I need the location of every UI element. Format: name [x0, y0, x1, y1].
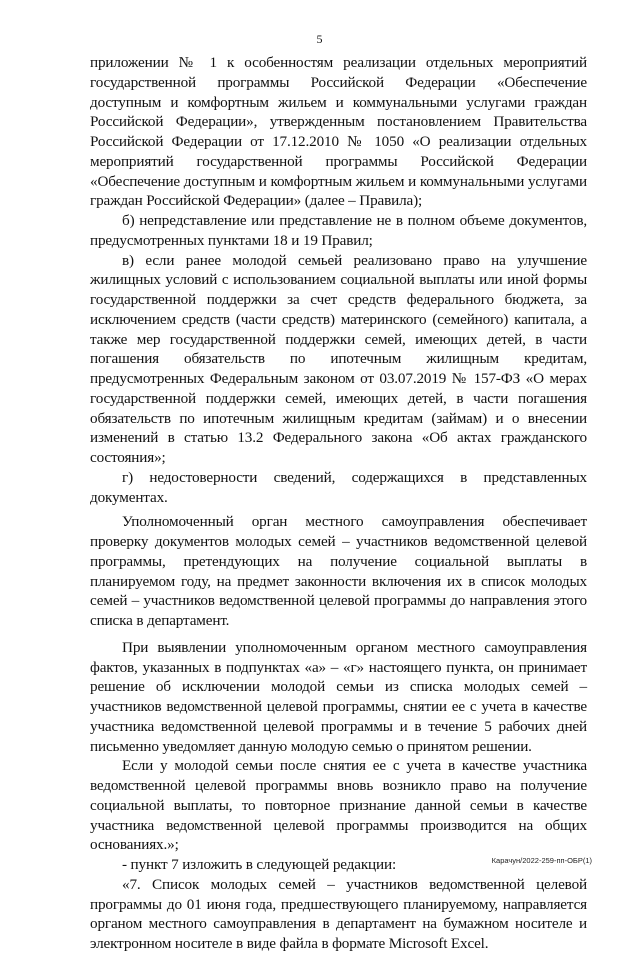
paragraph-continuation: приложении № 1 к особенностям реализации отдельных мероприятий государственной программы Российской Федерации «Обеспечение доступным и комфортным жильем и коммунальными услугами граждан Российской Федерации», утвержденным постановлением Правительства Российской Федерации от 17.12.2010 № 1050 «О реализации отдельных мероприятий государственной программы Российской Федерации «Обеспечение доступным и комфортным жильем и коммунальными услугами граждан Российской Федерации» (далее – Правила);: [90, 54, 587, 210]
paragraph-item-v: в) если ранее молодой семьей реализовано право на улучшение жилищных условий с использованием социальной выплаты или иной формы государственной поддержки за счет средств федерального бюджета, за исключением средств (части средств) материнского (семейного) капитала, а также мер государственной поддержки семей, имеющих детей, в части погашения обязательств по ипотечным жилищным кредитам, предусмотренных Федеральным законом от 03.07.2019 № 157-ФЗ «О мерах государственной поддержки семей, имеющих детей, в части погашения обязательств по ипотечным жилищным кредитам (займам) и о внесении изменений в статью 13.2 Федерального закона «Об актах гражданского состояния»;: [90, 251, 587, 466]
paragraph-item-7: «7. Список молодых семей – участников ведомственной целевой программы до 01 июня года, предшествующего планируемому, направляется органом местного самоуправления в департамент на бумажном носителе и электронном носителе в виде файла в формате Microsoft Excel.: [90, 875, 587, 952]
page-number: 5: [316, 32, 323, 46]
document-body: [90, 53, 587, 954]
paragraph-item-g: г) недостоверности сведений, содержащихся в представленных документах.: [90, 468, 587, 506]
document-reference: Карачун/2022-259-пп-ОБР(1): [491, 856, 592, 865]
paragraph-re-registration: Если у молодой семьи после снятия ее с учета в качестве участника ведомственной целевой программы вновь возникло право на получение социальной выплаты, то повторное признание данной семьи в качестве участника ведомственной целевой программы производится на общих основаниях.»;: [90, 757, 587, 854]
paragraph-item-b: б) непредставление или представление не в полном объеме документов, предусмотренных пунктами 18 и 19 Правил;: [90, 212, 587, 249]
paragraph-amendment-intro: - пункт 7 изложить в следующей редакции:: [122, 856, 397, 873]
paragraph-verification: Уполномоченный орган местного самоуправления обеспечивает проверку документов молодых семей – участников ведомственной целевой программы, претендующих на получение социальной выплаты в планируемом году, на предмет законности включения их в список молодых семей – участников ведомственной целевой программы до направления этого списка в департамент.: [90, 513, 587, 629]
paragraph-exclusion: При выявлении уполномоченным органом местного самоуправления фактов, указанных в подпунктах «а» – «г» настоящего пункта, он принимает решение об исключении молодой семьи из списка молодых семей – участников ведомственной целевой программы, снятии ее с учета в качестве участника ведомственной целевой программы и в течение 5 рабочих дней письменно уведомляет данную молодую семью о принятом решении.: [90, 638, 587, 755]
